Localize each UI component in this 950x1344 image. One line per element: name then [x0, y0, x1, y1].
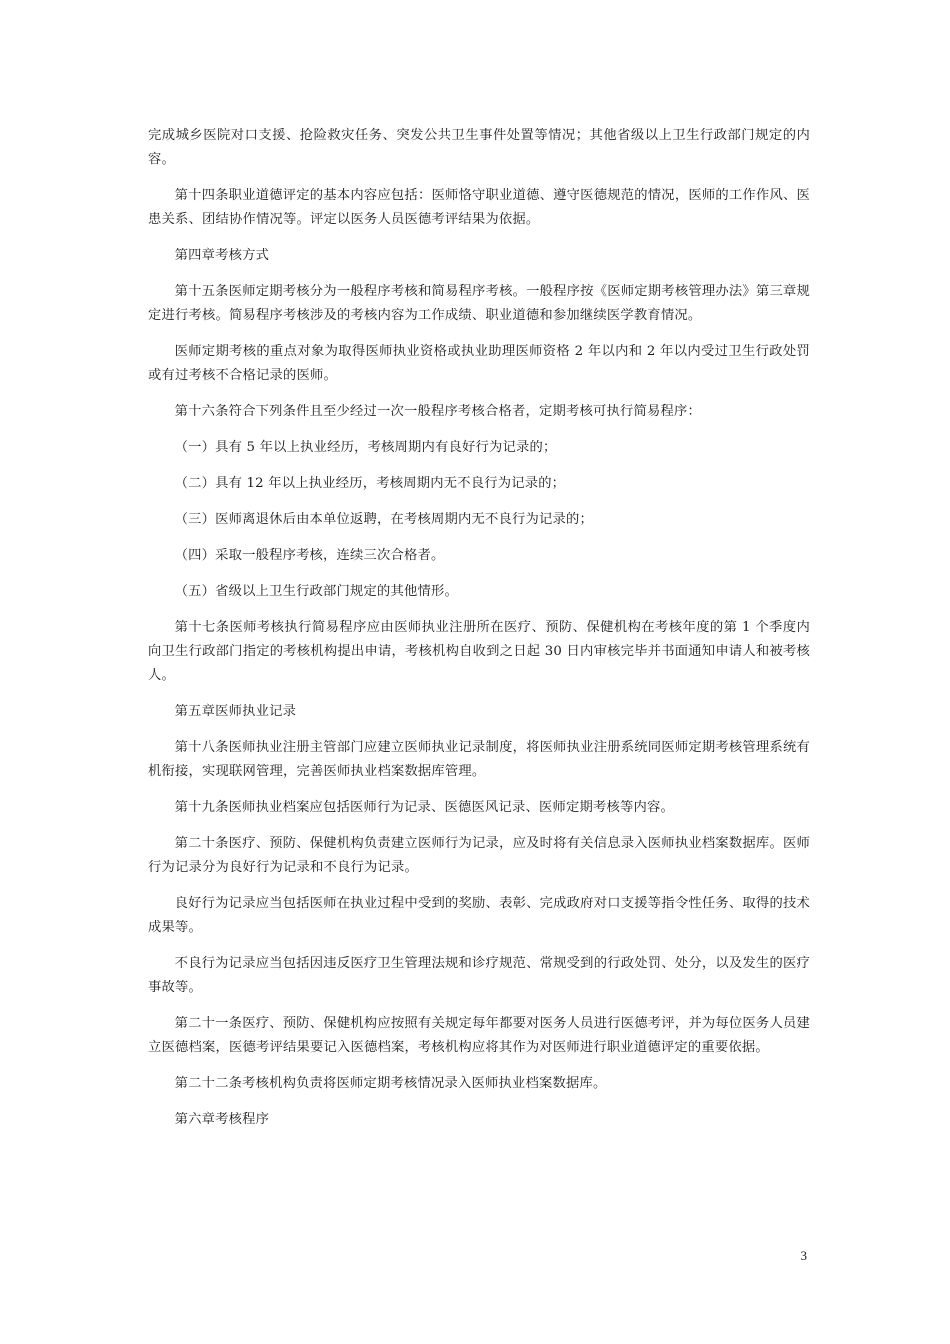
- paragraph: 第二十条医疗、预防、保健机构负责建立医师行为记录，应及时将有关信息录入医师执业档案数据库。医师行为记录分为良好行为记录和不良行为记录。: [148, 836, 810, 875]
- list-item: （四）采取一般程序考核，连续三次合格者。: [174, 548, 445, 563]
- document-body: [148, 124, 810, 1144]
- paragraph: 第二十一条医疗、预防、保健机构应按照有关规定每年都要对医务人员进行医德考评，并为每位医务人员建立医德档案，医德考评结果要记入医德档案，考核机构应将其作为对医师进行职业道德评定的重要依据。: [148, 1016, 810, 1055]
- paragraph: 第十七条医师考核执行简易程序应由医师执业注册所在医疗、预防、保健机构在考核年度的第 1 个季度内向卫生行政部门指定的考核机构提出申请，考核机构自收到之日起 30 日内审核完毕并书面通知申请人和被考核人。: [148, 620, 810, 683]
- list-item: （五）省级以上卫生行政部门规定的其他情形。: [174, 584, 459, 599]
- paragraph: 第十九条医师执业档案应包括医师行为记录、医德医风记录、医师定期考核等内容。: [174, 800, 674, 815]
- list-item: （三）医师离退休后由本单位返聘，在考核周期内无不良行为记录的；: [174, 512, 593, 527]
- paragraph: 第十五条医师定期考核分为一般程序考核和简易程序考核。一般程序按《医师定期考核管理办法》第三章规定进行考核。简易程序考核涉及的考核内容为工作成绩、职业道德和参加继续医学教育情况。: [148, 284, 810, 323]
- paragraph: 不良行为记录应当包括因违反医疗卫生管理法规和诊疗规范、常规受到的行政处罚、处分，以及发生的医疗事故等。: [148, 956, 810, 995]
- paragraph: 第十八条医师执业注册主管部门应建立医师执业记录制度，将医师执业注册系统同医师定期考核管理系统有机衔接，实现联网管理，完善医师执业档案数据库管理。: [148, 740, 810, 779]
- paragraph: 第二十二条考核机构负责将医师定期考核情况录入医师执业档案数据库。: [174, 1076, 607, 1091]
- page-number: 3: [800, 1248, 807, 1263]
- chapter-heading: 第五章医师执业记录: [174, 704, 297, 719]
- paragraph: 医师定期考核的重点对象为取得医师执业资格或执业助理医师资格 2 年以内和 2 年以内受过卫生行政处罚或有过考核不合格记录的医师。: [148, 344, 810, 383]
- list-item: （一）具有 5 年以上执业经历，考核周期内有良好行为记录的；: [174, 440, 557, 455]
- chapter-heading: 第四章考核方式: [174, 248, 270, 263]
- paragraph: 第十六条符合下列条件且至少经过一次一般程序考核合格者，定期考核可执行简易程序：: [174, 404, 701, 419]
- paragraph: 良好行为记录应当包括医师在执业过程中受到的奖励、表彰、完成政府对口支援等指令性任务、取得的技术成果等。: [148, 896, 810, 935]
- paragraph: 完成城乡医院对口支援、抢险救灾任务、突发公共卫生事件处置等情况；其他省级以上卫生行政部门规定的内容。: [148, 128, 810, 167]
- list-item: （二）具有 12 年以上执业经历，考核周期内无不良行为记录的；: [174, 476, 566, 491]
- chapter-heading: 第六章考核程序: [174, 1112, 270, 1127]
- paragraph: 第十四条职业道德评定的基本内容应包括：医师恪守职业道德、遵守医德规范的情况，医师的工作作风、医患关系、团结协作情况等。评定以医务人员医德考评结果为依据。: [148, 188, 810, 227]
